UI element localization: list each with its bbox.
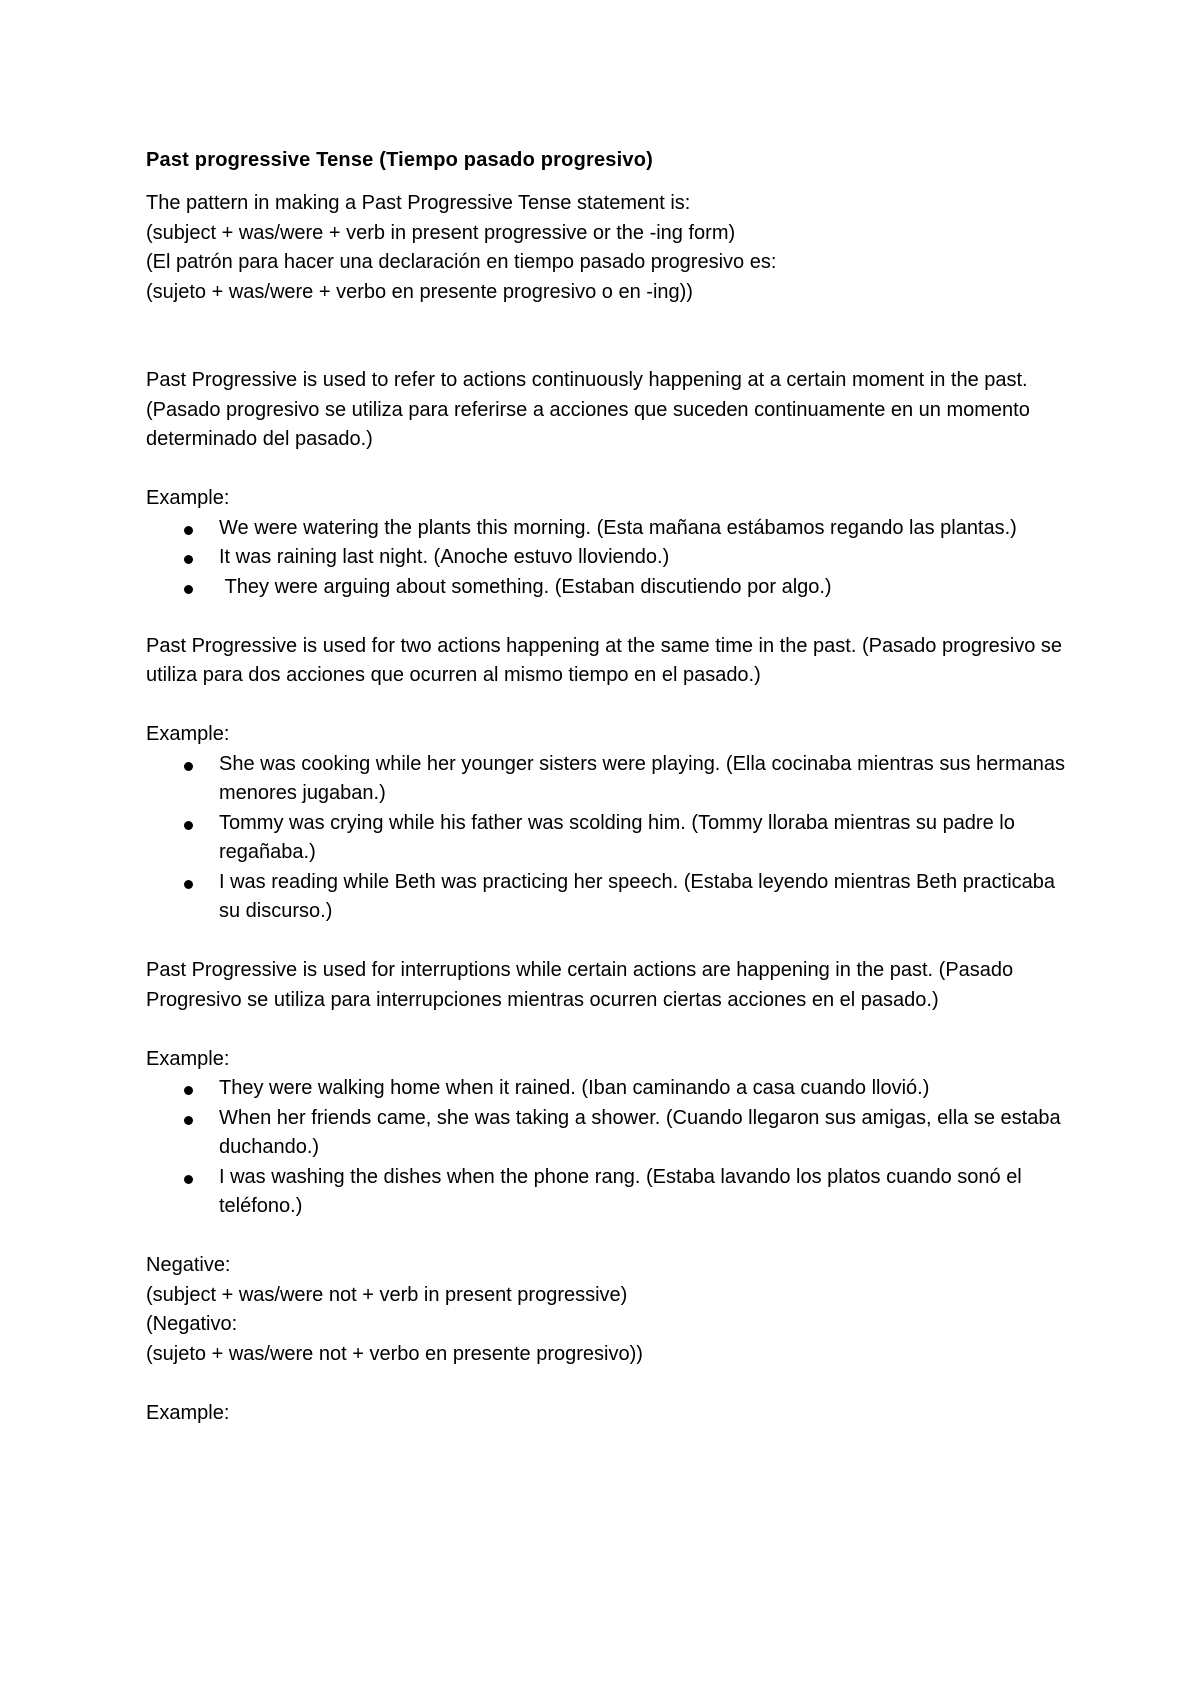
list-item <box>146 573 1070 603</box>
list-item <box>146 809 1070 868</box>
example-text: When her friends came, she was taking a shower. (Cuando llegaron sus amigas, ella se estaba duchando.) <box>219 1106 1061 1158</box>
section-3-description: Past Progressive is used for interruptions while certain actions are happening in the past. (Pasado Progresivo se utiliza para interrupciones mientras ocurren ciertas acciones en el pasado.) <box>146 959 1014 1011</box>
list-item <box>146 514 1070 544</box>
pattern-formula: (subject + was/were + verb in present progressive or the -ing form) <box>146 221 736 244</box>
spacer <box>146 691 1070 721</box>
bullet-icon <box>184 821 193 830</box>
list-item <box>146 868 1070 927</box>
spacer <box>146 1369 1070 1399</box>
pattern-intro-es: (El patrón para hacer una declaración en tiempo pasado progresivo es: <box>146 251 777 273</box>
negative-formula-es: (sujeto + was/were not + verbo en presente progresivo)) <box>146 1342 643 1365</box>
bullet-icon <box>184 1175 193 1184</box>
pattern-formula-es: (sujeto + was/were + verbo en presente progresivo o en -ing)) <box>146 280 693 303</box>
example-text: Tommy was crying while his father was scolding him. (Tommy lloraba mientras su padre lo regañaba.) <box>219 811 1015 863</box>
section-1-example-list <box>146 514 1070 603</box>
example-text: They were arguing about something. (Estaban discutiendo por algo.) <box>219 575 832 598</box>
negative-label: Negative: <box>146 1254 231 1276</box>
list-item <box>146 543 1070 573</box>
bullet-icon <box>184 555 193 564</box>
section-3-example-label: Example: <box>146 1047 230 1070</box>
example-text: It was raining last night. (Anoche estuvo lloviendo.) <box>219 546 670 568</box>
section-1-description: Past Progressive is used to refer to actions continuously happening at a certain moment in the past. (Pasado progresivo se utiliza para referirse a acciones que suceden continuamente en un momento determinado del pasado.) <box>146 369 1030 450</box>
list-item <box>146 1163 1070 1222</box>
bullet-icon <box>184 1086 193 1095</box>
example-text: I was reading while Beth was practicing her speech. (Estaba leyendo mientras Beth practicaba su discurso.) <box>219 870 1056 922</box>
example-text: They were walking home when it rained. (Iban caminando a casa cuando llovió.) <box>219 1077 930 1099</box>
section-2-example-list <box>146 750 1070 927</box>
section-1-example-label: Example: <box>146 487 230 509</box>
bullet-icon <box>184 526 193 535</box>
bullet-icon <box>184 585 193 594</box>
example-text: We were watering the plants this morning. (Esta mañana estábamos regando las plantas.) <box>219 516 1017 539</box>
section-2-example-label: Example: <box>146 723 230 745</box>
list-item <box>146 1074 1070 1104</box>
negative-label-es: (Negativo: <box>146 1313 238 1335</box>
spacer <box>146 1015 1070 1045</box>
spacer <box>146 602 1070 632</box>
example-text: She was cooking while her younger sisters were playing. (Ella cocinaba mientras sus hermanas menores jugaban.) <box>219 752 1065 804</box>
bullet-icon <box>184 1116 193 1125</box>
pattern-intro: The pattern in making a Past Progressive Tense statement is: <box>146 192 691 214</box>
bullet-icon <box>184 880 193 889</box>
section-2-description: Past Progressive is used for two actions happening at the same time in the past. (Pasado progresivo se utiliza para dos acciones que ocurren al mismo tiempo en el pasado.) <box>146 634 1063 686</box>
spacer <box>146 1222 1070 1252</box>
section-3-example-list <box>146 1074 1070 1222</box>
spacer <box>146 307 1070 366</box>
bullet-icon <box>184 762 193 771</box>
list-item <box>146 750 1070 809</box>
spacer <box>146 927 1070 957</box>
spacer <box>146 455 1070 485</box>
document-title: Past progressive Tense (Tiempo pasado progresivo) <box>146 149 653 171</box>
negative-example-label: Example: <box>146 1401 230 1424</box>
example-text: I was washing the dishes when the phone rang. (Estaba lavando los platos cuando sonó el teléfono.) <box>219 1165 1022 1217</box>
list-item <box>146 1104 1070 1163</box>
negative-formula: (subject + was/were not + verb in present progressive) <box>146 1283 628 1306</box>
